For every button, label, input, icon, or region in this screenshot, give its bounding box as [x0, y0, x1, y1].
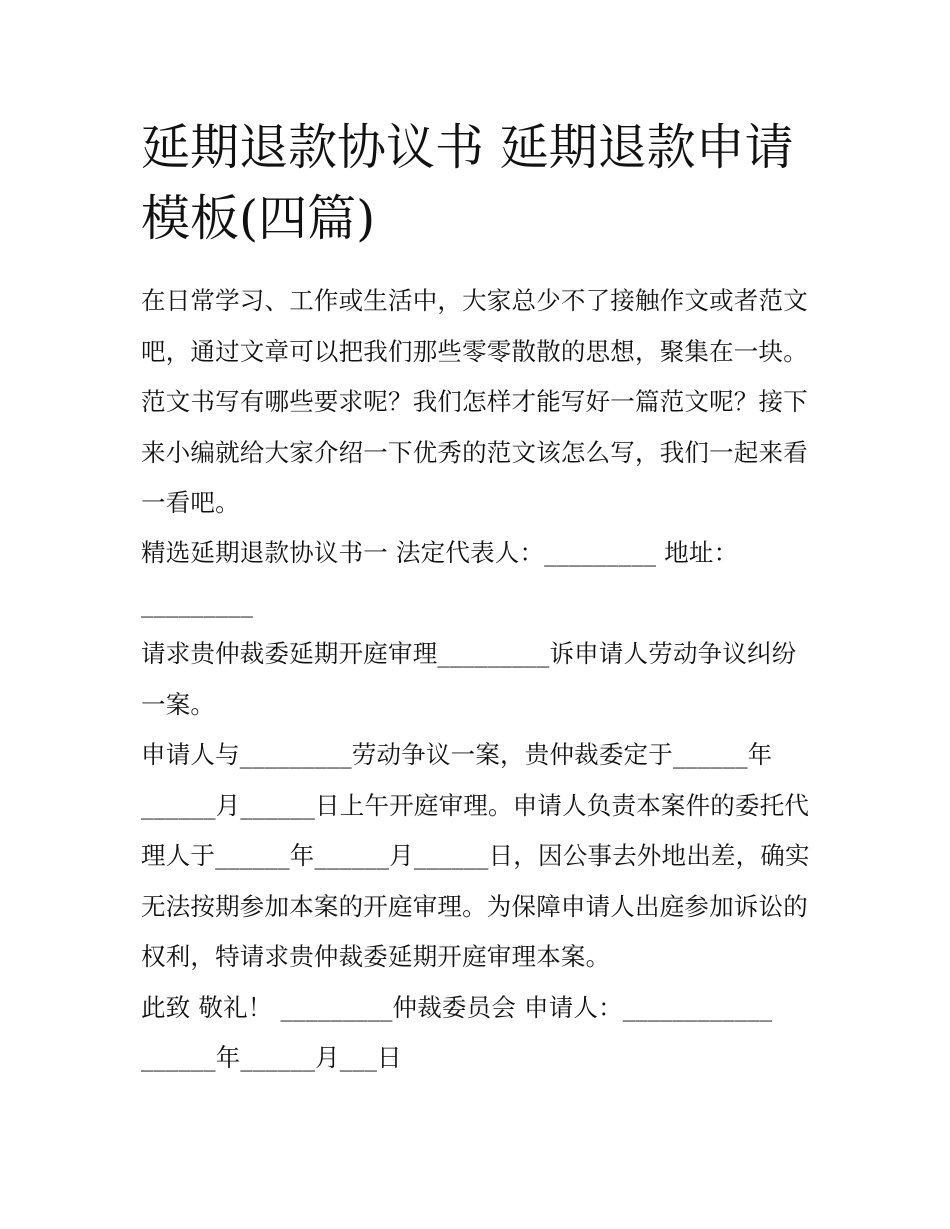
document-title: 延期退款协议书 延期退款申请模板(四篇) — [141, 119, 794, 247]
closing-paragraph: 此致 敬礼！ _________仲裁委员会 申请人：____________ — [141, 993, 773, 1022]
reason-paragraph: 申请人与_________劳动争议一案，贵仲裁委定于______年______月______日上午开庭审理。申请人负责本案件的委托代理人于______年______月______日，因公事去外地出差，确实无法按期参加本案的开庭审理。为保障申请人出庭参加诉讼的权利，特请求贵仲裁委延期开庭审理本案。 — [141, 740, 810, 971]
intro-paragraph: 在日常学习、工作或生活中，大家总少不了接触作文或者范文吧，通过文章可以把我们那些零零散散的思想，聚集在一块。范文书写有哪些要求呢？我们怎样才能写好一篇范文呢？接下来小编就给大家介绍一下优秀的范文该怎么写，我们一起来看一看吧。 — [141, 286, 808, 517]
date-line: ______年______月___日 — [141, 1043, 402, 1072]
agreement-header-paragraph: 精选延期退款协议书一 法定代表人：_________ 地址：_________ — [141, 538, 739, 618]
request-paragraph: 请求贵仲裁委延期开庭审理_________诉申请人劳动争议纠纷一案。 — [141, 639, 797, 719]
